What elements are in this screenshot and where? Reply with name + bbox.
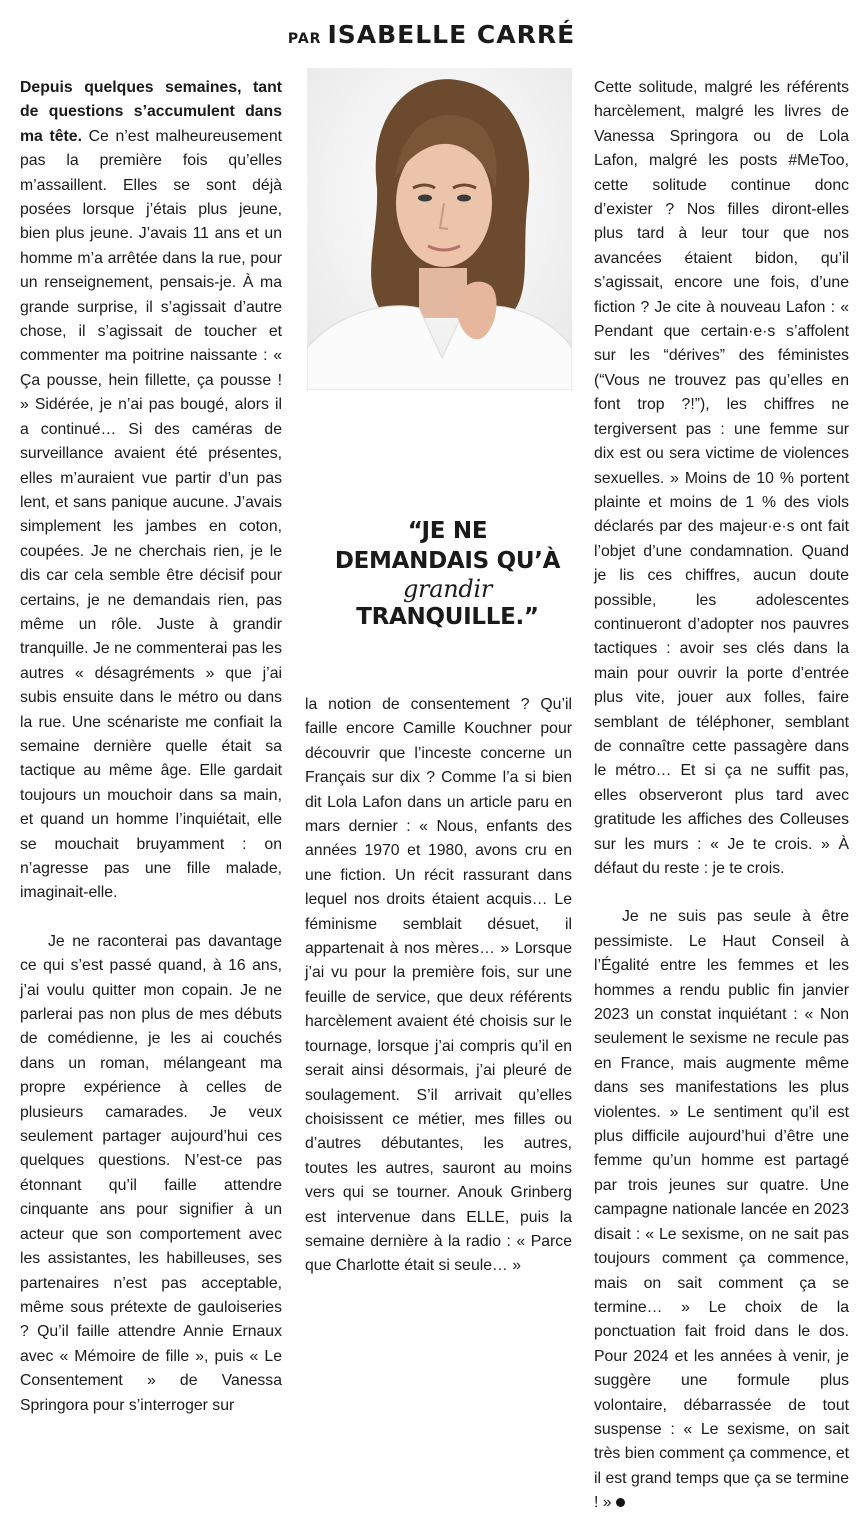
author-portrait: [307, 68, 572, 390]
lead-sentence: Depuis quelques semaines, tant de questions s’accumulent dans ma tête.: [20, 79, 282, 145]
paragraph-1: [20, 76, 282, 906]
article-column-2: [305, 693, 572, 1279]
pull-quote-line-2: DEMANDAIS QU’À: [334, 548, 561, 574]
end-mark-icon: [616, 1498, 625, 1507]
pull-quote-line-3: grandir: [402, 575, 492, 603]
paragraph-5-body: Je ne suis pas seule à être pessimiste. Le Haut Conseil à l’Égalité entre les femmes et les hommes a rendu public fin janvier 2023 un constat inquiétant : « Non seulement le sexisme ne recule pas en France, mais augmente même dans ses manifestations les plus violentes. » Le sentiment qu’il est plus difficile aujourd’hui d’être une femme qu’un homme est partagé par trois jeunes sur quatre. Une campagne nationale lancée en 2023 disait : « Le sexisme, on ne sait pas toujours comment ça commence, mais on sait comment ça se termine… » Le choix de la ponctuation fait froid dans le dos. Pour 2024 et les années à venir, je suggère une formule plus volontaire, débarrassée de tout suspense : « Le sexisme, on sait très bien comment ça commence, et il est grand temps que ça se termine ! »: [594, 908, 849, 1512]
paragraph-5: [594, 905, 849, 1515]
byline: [0, 20, 863, 49]
paragraph-3: la notion de consentement ? Qu’il faille encore Camille Kouchner pour découvrir que l’inceste concerne un Français sur dix ? Comme l’a si bien dit Lola Lafon dans un article paru en mars dernier : « Nous, enfants des années 1970 et 1980, avons cru en une fiction. Un récit rassurant dans lequel nos droits étaient acquis… Le féminisme semblait désuet, il appartenait à nos mères… » Lorsque j’ai vu pour la première fois, sur une feuille de service, que deux référents harcèlement avaient été choisis sur le tournage, lorsque j’ai compris qu’il en serait ainsi désormais, j’ai pleuré de soulagement. S’il arrivait qu’elles choisissent ce métier, mes filles ou d’autres débutantes, les autres, toutes les autres, sauront au moins vers qui se tourner. Anouk Grinberg est intervenue dans ELLE, puis la semaine dernière à la radio : « Parce que Charlotte était si seule… »: [305, 696, 572, 1275]
pull-quote: [305, 516, 590, 632]
paragraph-1-body: Ce n’est malheureusement pas la première fois qu’elles m’assaillent. Elles se sont déjà posées lorsque j’étais plus jeune, bien plus jeune. J’avais 11 ans et un homme m’a arrêtée dans la rue, pour un renseignement, pensais-je. À ma grande surprise, il s’agissait d’autre chose, il s’agissait de toucher et commenter ma poitrine naissante : « Ça pousse, hein fillette, ça pousse ! » Sidérée, je n’ai pas bougé, alors il a continué… Si des caméras de surveillance avaient été présentes, elles m’auraient vue partir d’un pas lent, et sans panique aucune. J’avais simplement les jambes en coton, coupées. Je ne cherchais rien, je le dis car cela semble être décisif pour certains, je ne demandais rien, pas même un rôle. Juste à grandir tranquille. Je ne commenterai pas les autres « désagréments » que j’ai subis ensuite dans le métro ou dans la rue. Une scénariste me confiait la semaine dernière quelle était sa tactique au même âge. Elle gardait toujours un mouchoir dans sa main, et quand un homme l’inquiétait, elle se mouchait bruyamment : on n’agresse pas une fille malade, imaginait-elle.: [20, 127, 282, 902]
byline-prefix: PAR: [287, 31, 322, 47]
paragraph-4: Cette solitude, malgré les référents harcèlement, malgré les livres de Vanessa Springora ou de Lola Lafon, malgré les posts #MeToo, cette solitude continue donc d’exister ? Nos filles diront-elles plus tard à leur tour que nos avancées étaient bidon, qu’il s’agissait, encore une fois, d’une fiction ? Je cite à nouveau Lafon : « Pendant que certain·e·s s’affolent sur les “dérives” des féministes (“Vous ne trouvez pas qu’elles en font trop ?!”), les chiffres ne tergiversent pas : une femme sur dix est ou sera victime de violences sexuelles. » Moins de 10 % portent plainte et moins de 1 % des viols déclarés par des majeur·e·s ont fait l’objet d’une condamnation. Quand je lis ces chiffres, aucun doute possible, les adolescentes continueront d’adopter nos pauvres tactiques : avoir ses clés dans la main pour ouvrir la porte d’entrée plus vite, jouer aux folles, faire semblant de téléphoner, semblant de connaître cette passagère dans le métro… Et si ça ne suffit pas, elles observeront plus tard avec gratitude les affiches des Colleuses sur les murs : « Je te crois. » À défaut du reste : je te crois.: [594, 79, 849, 877]
pull-quote-line-1: “JE NE: [407, 518, 488, 544]
byline-author: ISABELLE CARRÉ: [327, 20, 576, 49]
pull-quote-line-4: TRANQUILLE.”: [356, 604, 539, 630]
portrait-illustration: [307, 68, 572, 390]
article-column-3: [594, 76, 849, 1516]
paragraph-2: Je ne raconterai pas davantage ce qui s’est passé quand, à 16 ans, j’ai voulu quitter mon copain. Je ne parlerai pas non plus de mes débuts de comédienne, je les ai couchés dans un roman, mélangeant ma propre expérience à celles de plusieurs camarades. Je veux seulement partager aujourd’hui ces quelques questions. N’est-ce pas étonnant qu’il faille attendre cinquante ans pour signifier à un acteur que son comportement avec les assistantes, les habilleuses, ses partenaires n’est pas acceptable, même sous prétexte de gauloiseries ? Qu’il faille attendre Annie Ernaux avec « Mémoire de fille », puis « Le Consentement » de Vanessa Springora pour s’interroger sur: [20, 932, 282, 1414]
article-column-1: [20, 76, 282, 1418]
